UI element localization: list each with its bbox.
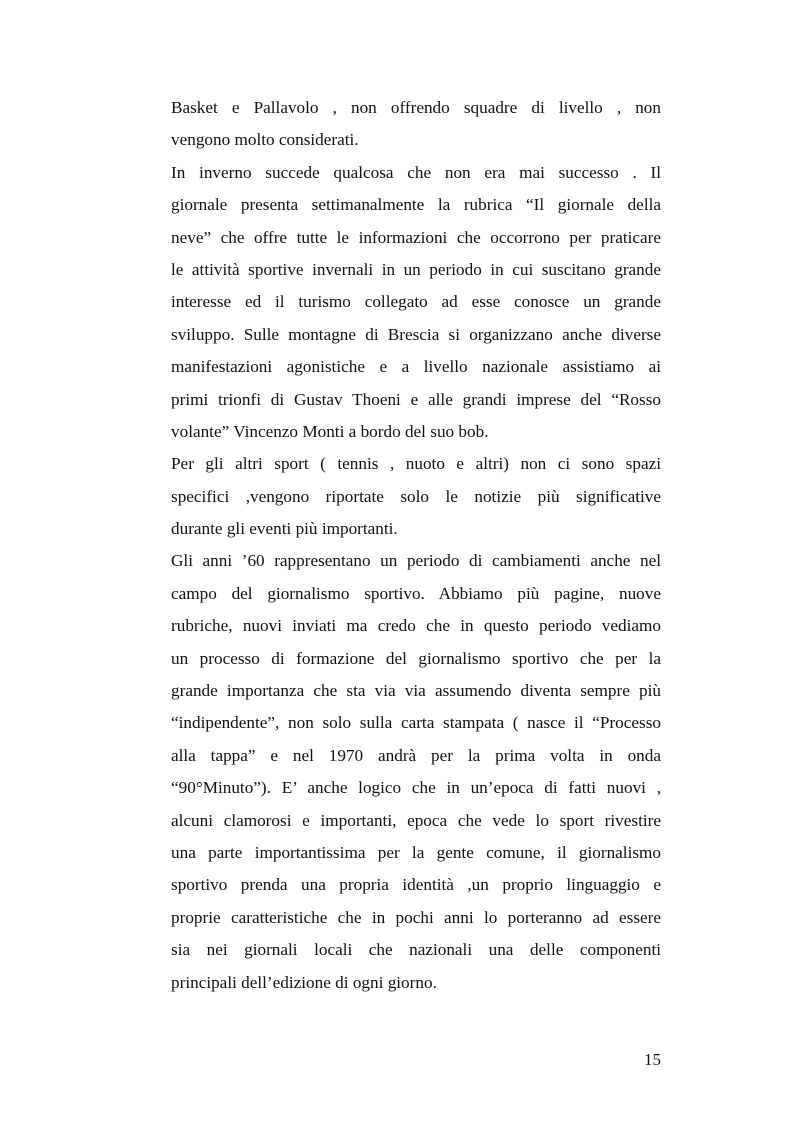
text-line: grande importanza che sta via via assumendo diventa sempre più	[171, 681, 661, 701]
text-line: rubriche, nuovi inviati ma credo che in questo periodo vediamo	[171, 616, 661, 636]
text-line: “indipendente”, non solo sulla carta stampata ( nasce il “Processo	[171, 713, 661, 733]
text-line: una parte importantissima per la gente comune, il giornalismo	[171, 842, 661, 862]
text-line: Per gli altri sport ( tennis , nuoto e altri) non ci sono spazi	[171, 454, 661, 474]
text-line: manifestazioni agonistiche e a livello nazionale assistiamo ai	[171, 357, 661, 377]
body-text	[171, 92, 661, 999]
text-line: giornale presenta settimanalmente la rubrica “Il giornale della	[171, 195, 661, 215]
text-line: “90°Minuto”). E’ anche logico che in un’epoca di fatti nuovi ,	[171, 778, 661, 798]
text-line: Basket e Pallavolo , non offrendo squadre di livello , non	[171, 98, 661, 117]
text-line: specifici ,vengono riportate solo le notizie più significative	[171, 486, 661, 506]
text-line: sportivo prenda una propria identità ,un proprio linguaggio e	[171, 875, 661, 895]
text-line: alla tappa” e nel 1970 andrà per la prima volta in onda	[171, 745, 661, 765]
text-line: campo del giornalismo sportivo. Abbiamo più pagine, nuove	[171, 583, 661, 603]
text-line: le attività sportive invernali in un periodo in cui suscitano grande	[171, 259, 661, 279]
text-line: un processo di formazione del giornalismo sportivo che per la	[171, 648, 661, 668]
text-line: durante gli eventi più importanti.	[171, 519, 398, 539]
text-line: Gli anni ’60 rappresentano un periodo di cambiamenti anche nel	[171, 551, 661, 571]
text-line: In inverno succede qualcosa che non era mai successo . Il	[171, 162, 661, 182]
text-line: sviluppo. Sulle montagne di Brescia si organizzano anche diverse	[171, 324, 661, 344]
text-line: alcuni clamorosi e importanti, epoca che vede lo sport rivestire	[171, 810, 661, 830]
text-line: sia nei giornali locali che nazionali una delle componenti	[171, 940, 661, 960]
text-line: neve” che offre tutte le informazioni che occorrono per praticare	[171, 227, 661, 247]
page-number: 15	[644, 1050, 661, 1069]
text-line: primi trionfi di Gustav Thoeni e alle grandi imprese del “Rosso	[171, 389, 661, 409]
text-line: vengono molto considerati.	[171, 130, 359, 150]
text-line: interesse ed il turismo collegato ad esse conosce un grande	[171, 292, 661, 312]
text-line: proprie caratteristiche che in pochi anni lo porteranno ad essere	[171, 907, 661, 927]
text-line: volante” Vincenzo Monti a bordo del suo bob.	[171, 421, 489, 441]
text-line: principali dell’edizione di ogni giorno.	[171, 972, 437, 992]
